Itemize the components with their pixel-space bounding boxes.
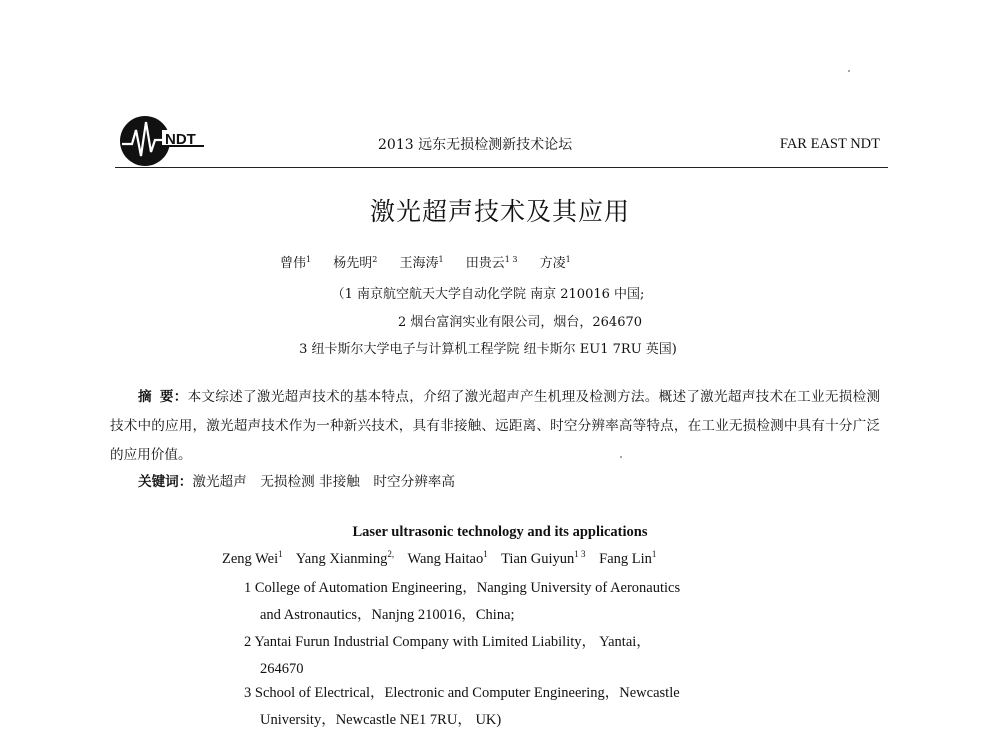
- affiliation-cn-3: 3 纽卡斯尔大学电子与计算机工程学院 纽卡斯尔 EU1 7RU 英国): [299, 342, 677, 357]
- en-affiliation-line: 1 College of Automation Engineering，Nanging University of Aeronautics: [244, 580, 681, 596]
- english-title: Laser ultrasonic technology and its applications: [352, 524, 648, 540]
- abstract-label-1: 摘: [138, 389, 160, 405]
- en-author-sup: 1: [651, 549, 657, 559]
- affiliation-cn-2: 2 烟台富润实业有限公司，烟台，264670: [397, 315, 643, 330]
- en-author-name: Yang Xianming: [295, 550, 388, 567]
- authors-cn: [280, 252, 589, 271]
- en-author-name: Wang Haitao: [407, 550, 484, 567]
- ndt-logo-icon: [118, 112, 208, 170]
- abstract: [110, 383, 880, 470]
- abstract-text: 本文综述了激光超声技术的基本特点，介绍了激光超声产生机理及检测方法。概述了激光超声技术在工业无损检测技术中的应用，激光超声技术作为一种新兴技术，具有非接触、远距离、时空分辨率高等特点，在工业无损检测中具有十分广泛的应用价值。: [110, 389, 881, 463]
- keywords-label: 关键词：: [138, 474, 193, 490]
- en-author-name: Fang Lin: [599, 550, 652, 567]
- author-name: 杨先明: [333, 256, 373, 271]
- scan-speck: [848, 70, 850, 72]
- en-affiliation-1: [244, 575, 764, 629]
- en-affiliation-line: and Astronautics，Nanjng 210016，China;: [260, 607, 515, 623]
- author-sup: 1: [306, 254, 312, 264]
- author-sup: 1: [438, 254, 444, 264]
- header-divider: [115, 167, 888, 168]
- author-name: 方凌: [539, 256, 566, 271]
- en-author-sup: 2,: [387, 549, 395, 559]
- author-sup: 1: [565, 254, 571, 264]
- author-name: 曾伟: [280, 256, 307, 271]
- en-affiliation-line: 2 Yantai Furun Industrial Company with Limited Liability， Yantai，: [244, 634, 651, 650]
- en-affiliation-2: [244, 629, 764, 683]
- forum-name: 2013 远东无损检测新技术论坛: [378, 137, 573, 153]
- author-sup: 2: [372, 254, 378, 264]
- en-author-sup: 1: [483, 549, 488, 559]
- en-affiliation-line: 3 School of Electrical，Electronic and Computer Engineering，Newcastle: [244, 685, 680, 701]
- author-name: 王海涛: [399, 256, 439, 271]
- abstract-label-2: 要：: [159, 389, 188, 405]
- en-affiliation-line: University，Newcastle NE1 7RU， UK): [260, 712, 502, 728]
- scan-speck: [620, 456, 622, 458]
- en-affiliation-3: [244, 680, 764, 734]
- logo-text: NDT: [165, 131, 196, 148]
- en-author-sup: 1 3: [574, 549, 586, 559]
- en-author-name: Zeng Wei: [222, 550, 279, 567]
- en-author-name: Tian Guiyun: [501, 550, 575, 567]
- far-east-ndt: FAR EAST NDT: [779, 136, 880, 152]
- paper-title: 激光超声技术及其应用: [369, 197, 630, 226]
- affiliation-cn-1: （1 南京航空航天大学自动化学院 南京 210016 中国;: [331, 287, 645, 302]
- en-author-sup: 1: [278, 549, 283, 559]
- english-authors: [222, 549, 666, 568]
- en-affiliation-line: 264670: [260, 661, 304, 677]
- keywords: [138, 470, 455, 490]
- keywords-text: 激光超声 无损检测 非接触 时空分辨率高: [192, 474, 455, 490]
- author-name: 田贵云: [465, 256, 505, 271]
- author-sup: 1 3: [504, 254, 518, 264]
